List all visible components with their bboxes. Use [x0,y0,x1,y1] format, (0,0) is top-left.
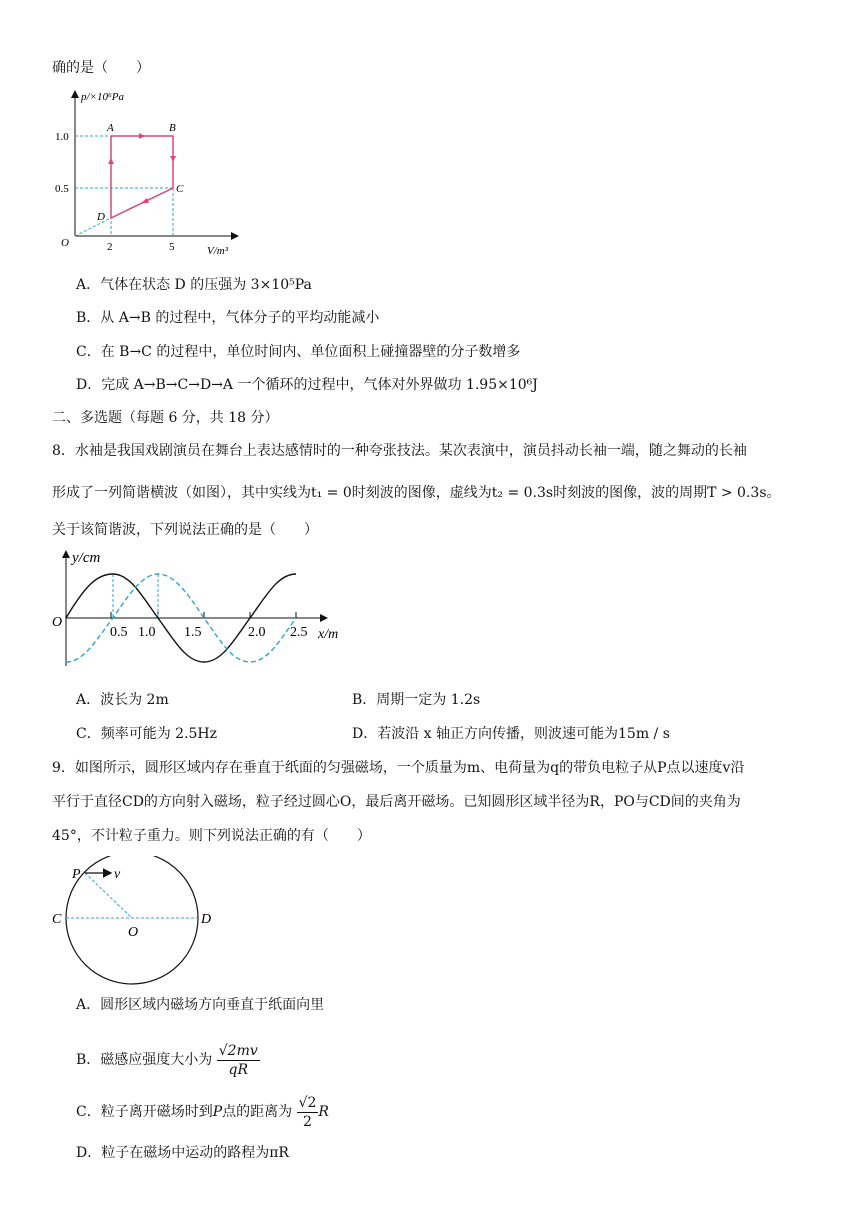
q9-stem-line1: 9．如图所示，圆形区域内存在垂直于纸面的匀强磁场，一个质量为m、电荷量为q的带负电粒子从P点以速度v沿 [52,760,745,776]
q9-option-b [76,1038,260,1082]
pv-xtick-1: 2 [107,241,113,253]
pv-point-c: C [176,183,184,195]
q7-option-b: B．从 A→B 的过程中，气体分子的平均动能减小 [76,310,380,326]
label-v: v [114,867,121,882]
label-c: C [52,912,62,927]
section-heading: 二、多选题（每题 6 分，共 18 分） [52,410,279,426]
magnetic-field-circle [48,856,218,986]
q7-option-a: A．气体在状态 D 的压强为 3×10⁵Pa [76,277,312,293]
q9-option-b-fraction [217,1042,260,1079]
wave-y-label: y/cm [72,550,101,566]
pv-ytick-1: 1.0 [55,131,69,143]
wave-graph [50,546,350,674]
pv-cycle-path [111,136,173,218]
wave-xtick-2: 1.0 [138,625,156,640]
q9-option-d: D．粒子在磁场中运动的路程为πR [76,1145,289,1161]
pv-point-d: D [97,211,105,223]
q9-option-c-numerator: √2 [298,1094,317,1111]
q9-option-a: A．圆形区域内磁场方向垂直于纸面向里 [76,997,325,1013]
pv-x-label: V/m³ [207,245,229,257]
q9-stem-line3: 45°，不计粒子重力。则下列说法正确的有（ ） [52,828,371,844]
wave-x-label: x/m [318,627,339,642]
q9-option-c-point: P [212,1104,223,1120]
q9-option-b-prefix: B．磁感应强度大小为 [76,1052,213,1068]
label-d: D [201,912,212,927]
pv-point-a: A [107,122,114,134]
wave-xtick-4: 2.0 [248,625,266,640]
q8-stem-line3: 关于该简谐波，下列说法正确的是（ ） [52,522,318,538]
pv-graph [55,86,245,264]
pv-point-b: B [169,122,176,134]
segment-po [85,873,132,918]
pv-ytick-2: 0.5 [55,183,69,195]
q9-option-c-denominator: 2 [303,1113,312,1130]
wave-xtick-5: 2.5 [290,625,308,640]
q9-stem-line2: 平行于直径CD的方向射入磁场，粒子经过圆心O，最后离开磁场。已知圆形区域半径为R，PO与CD间的夹角为 [52,794,741,810]
q9-option-c-prefix: C．粒子离开磁场时到 [76,1104,213,1120]
q9-option-c-suffix: R [318,1104,329,1120]
pv-xtick-2: 5 [169,241,175,253]
q9-option-c-fraction [297,1094,319,1131]
q8-stem-line2: 形成了一列简谐横波（如图），其中实线为t₁ = 0时刻波的图像，虚线为t₂ = 0.3s时刻波的图像，波的周期T > 0.3s。 [52,485,781,501]
label-p: P [72,867,81,882]
q9-option-b-numerator: √2mv [218,1042,258,1059]
q8-stem-line1: 8．水袖是我国戏剧演员在舞台上表达感情时的一种夸张技法。某次表演中，演员抖动长袖一端，随之舞动的长袖 [52,443,747,459]
q8-option-d: D．若波沿 x 轴正方向传播，则波速可能为15m / s [352,726,670,742]
q7-option-c: C．在 B→C 的过程中，单位时间内、单位面积上碰撞器壁的分子数增多 [76,344,521,360]
field-circle [66,856,198,984]
q7-option-d: D．完成 A→B→C→D→A 一个循环的过程中，气体对外界做功 1.95×10⁶J [76,377,538,393]
pv-y-label: p/×10⁶Pa [81,91,125,103]
q7-question-tail: 确的是（ ） [52,60,150,76]
pv-origin: O [61,237,69,249]
label-o: O [128,925,139,940]
q8-option-a: A．波长为 2m [76,692,169,708]
q9-option-c [76,1090,329,1134]
q9-option-b-denominator: qR [228,1061,249,1078]
wave-origin: O [52,615,63,630]
q8-option-b: B．周期一定为 1.2s [352,692,481,708]
q8-option-c: C．频率可能为 2.5Hz [76,726,218,742]
wave-xtick-3: 1.5 [184,625,202,640]
q9-option-c-mid: 点的距离为 [222,1104,293,1120]
wave-xtick-1: 0.5 [110,625,128,640]
